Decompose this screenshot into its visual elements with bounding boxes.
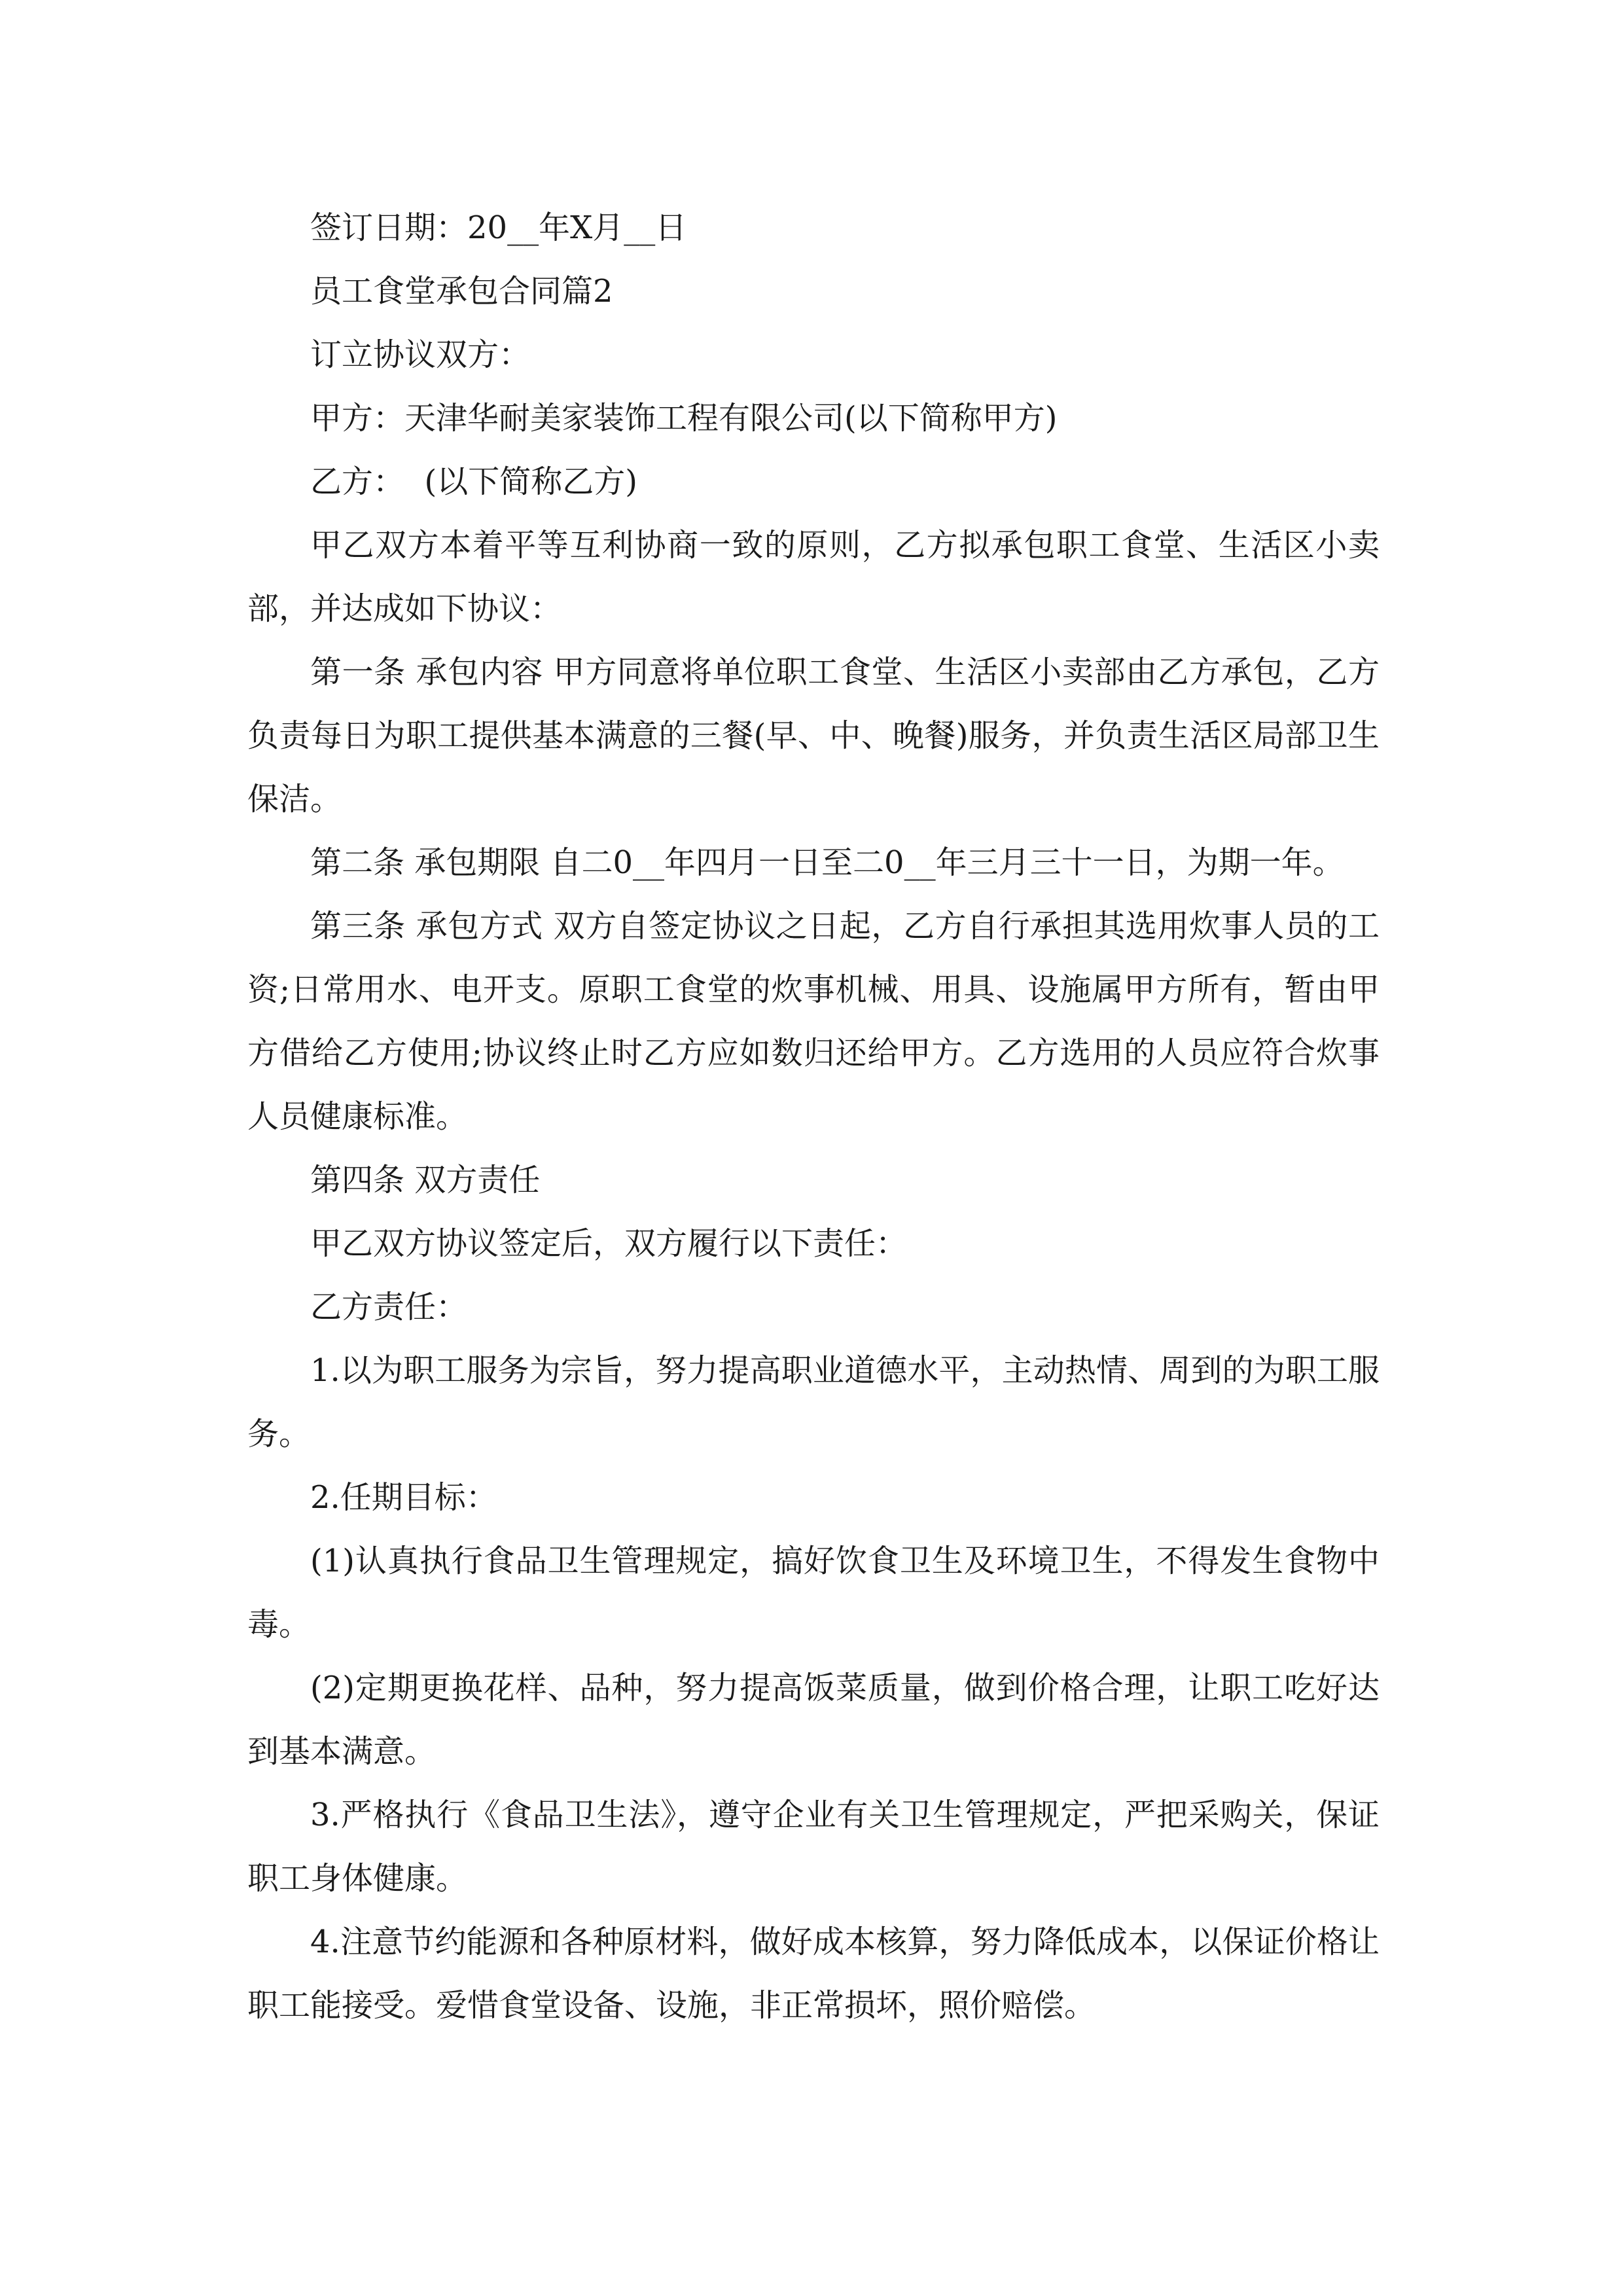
party-b-responsibilities-heading: 乙方责任：	[310, 1289, 468, 1325]
article-4-heading: 第四条 双方责任	[310, 1162, 541, 1198]
article-3-paragraph: 第三条 承包方式 双方自签定协议之日起，乙方自行承担其选用炊事人员的工资;日常用水、电开支。原职工食堂的炊事机械、用具、设施属甲方所有，暂由甲方借给乙方使用;协议终止时乙方应如数归还给甲方。乙方选用的人员应符合炊事人员健康标准。	[247, 908, 1380, 1135]
responsibility-item-3: 3.严格执行《食品卫生法》，遵守企业有关卫生管理规定，严把采购关，保证职工身体健康。	[247, 1797, 1380, 1897]
preamble-paragraph: 甲乙双方本着平等互利协商一致的原则，乙方拟承包职工食堂、生活区小卖部，并达成如下协议：	[247, 527, 1380, 627]
responsibility-item-2-2: (2)定期更换花样、品种，努力提高饭菜质量，做到价格合理，让职工吃好达到基本满意。	[247, 1670, 1380, 1770]
responsibility-item-2: 2.任期目标：	[310, 1479, 497, 1516]
party-b: 乙方： (以下简称乙方)	[310, 463, 637, 500]
article-1-paragraph: 第一条 承包内容 甲方同意将单位职工食堂、生活区小卖部由乙方承包，乙方负责每日为职工提供基本满意的三餐(早、中、晚餐)服务，并负责生活区局部卫生保洁。	[247, 654, 1380, 817]
document-body	[247, 196, 1380, 2037]
responsibility-item-2-1: (1)认真执行食品卫生管理规定，搞好饮食卫生及环境卫生，不得发生食物中毒。	[247, 1543, 1380, 1643]
contract-title: 员工食堂承包合同篇2	[310, 273, 613, 310]
signing-date: 签订日期：20__年X月__日	[310, 209, 687, 246]
party-a: 甲方：天津华耐美家装饰工程有限公司(以下简称甲方)	[310, 400, 1058, 437]
parties-heading: 订立协议双方：	[310, 336, 531, 373]
article-2-paragraph: 第二条 承包期限 自二0__年四月一日至二0__年三月三十一日，为期一年。	[310, 844, 1344, 881]
responsibilities-intro: 甲乙双方协议签定后，双方履行以下责任：	[310, 1225, 908, 1262]
responsibility-item-1: 1.以为职工服务为宗旨，努力提高职业道德水平，主动热情、周到的为职工服务。	[247, 1352, 1380, 1452]
responsibility-item-4: 4.注意节约能源和各种原材料，做好成本核算，努力降低成本，以保证价格让职工能接受。爱惜食堂设备、设施，非正常损坏，照价赔偿。	[247, 1924, 1380, 2024]
